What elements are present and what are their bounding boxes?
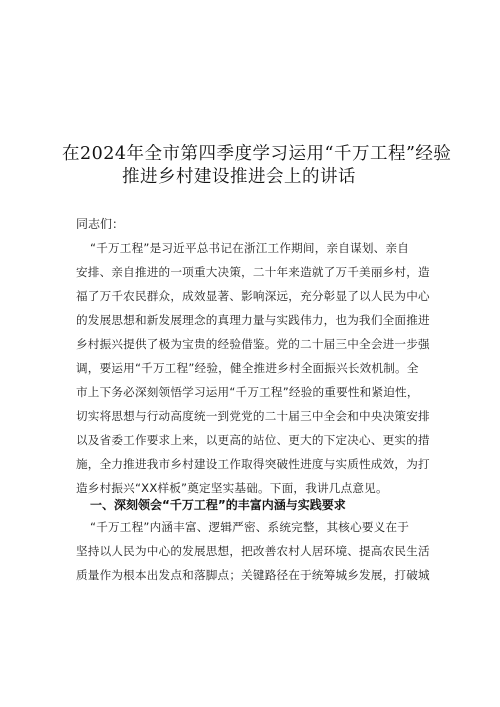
paragraph-1 [76,236,442,500]
paragraph-line: 乡村振兴提供了极为宝贵的经验借鉴。党的二十届三中全会进一步强 [76,337,430,351]
paragraph-line: 调，要运用“千万工程”经验，健全推进乡村全面振兴长效机制。全 [76,361,419,375]
paragraph-line: 以及省委工作要求上来，以更高的站位、更大的下定决心、更实的措 [76,433,430,447]
paragraph-line: 质量作为根本出发点和落脚点；关键路径在于统筹城乡发展，打破城 [76,568,430,582]
document-title-line-2: 推进乡村建设推进会上的讲话 [122,167,356,187]
paragraph-2 [76,515,442,587]
paragraph-line: 切实将思想与行动高度统一到党党的二十届三中全会和中央决策安排 [76,409,430,423]
paragraph-line: 的发展思想和新发展理念的真理力量与实践伟力，也为我们全面推进 [76,313,430,327]
paragraph-line: “千万工程”内涵丰富、逻辑严密、系统完整，其核心要义在于 [90,520,410,534]
document-title-line-1: 在2024年全市第四季度学习运用“千万工程”经验 [62,144,452,164]
section-heading-1: 一、深刻领会“千万工程”的丰富内涵与实践要求 [90,498,346,512]
paragraph-line: 坚持以人民为中心的发展思想，把改善农村人居环境、提高农民生活 [76,544,430,558]
paragraph-line: 施，全力推进我市乡村建设工作取得突破性进度与实质性成效，为打 [76,457,430,471]
paragraph-line: 福了万千农民群众，成效显著、影响深远，充分彰显了以人民为中心 [76,289,430,303]
paragraph-line: 市上下务必深刻领悟学习运用“千万工程”经验的重要性和紧迫性， [76,385,419,399]
salutation: 同志们： [76,217,125,231]
paragraph-line: “千万工程”是习近平总书记在浙江工作期间，亲自谋划、亲自 [90,241,410,255]
paragraph-line: 造乡村振兴“XX样板”奠定坚实基础。下面，我讲几点意见。 [76,481,388,495]
paragraph-line: 安排、亲自推进的一项重大决策，二十年来造就了万千美丽乡村，造 [76,265,430,279]
